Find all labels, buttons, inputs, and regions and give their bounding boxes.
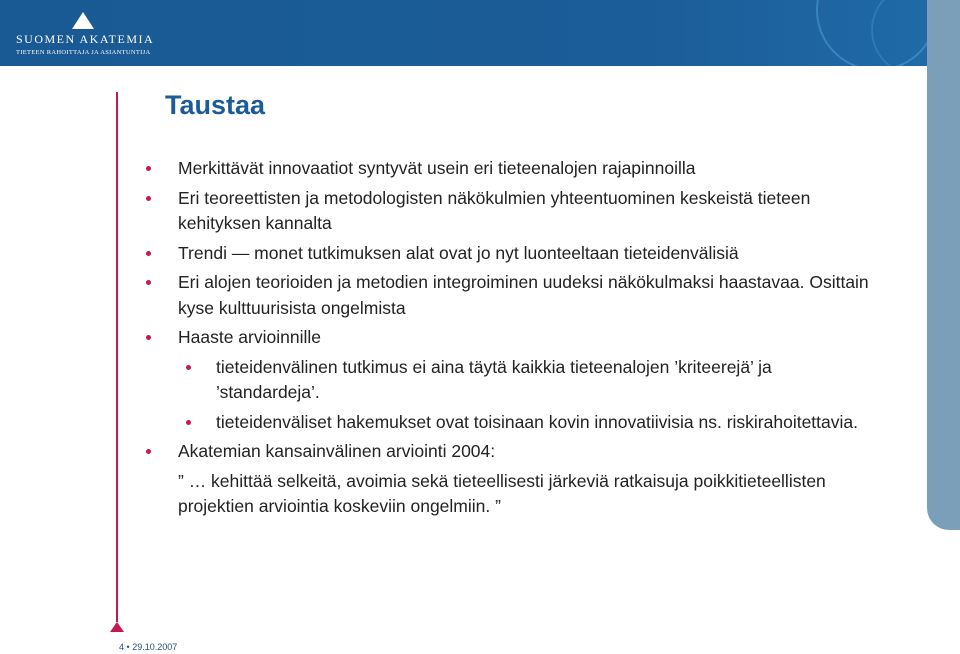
logo	[16, 12, 154, 56]
side-bar-decoration	[927, 0, 960, 530]
sub-bullet-item: tieteidenvälinen tutkimus ei aina täytä kaikkia tieteenalojen ’kriteerejä’ ja ’standardeja’.	[216, 355, 878, 406]
page-number: 4	[119, 642, 125, 652]
bullet-item: Eri alojen teorioiden ja metodien integroiminen uudeksi näkökulmaksi haastavaa. Osittain kyse kulttuurisista ongelmista	[178, 270, 878, 321]
quote-text: ” … kehittää selkeitä, avoimia sekä tieteellisesti järkeviä ratkaisuja poikkitieteellisten projektien arviointia koskeviin ongelmiin. ”	[178, 470, 826, 516]
footer-separator: •	[126, 642, 130, 652]
bullet-item: Haaste arvioinnille	[178, 325, 878, 351]
slide-content	[178, 156, 878, 520]
slide-footer	[119, 642, 177, 652]
header-banner	[0, 0, 927, 66]
org-tagline: TIETEEN RAHOITTAJA JA ASIANTUNTIJA	[16, 49, 151, 56]
logo-triangle-icon	[72, 12, 94, 29]
bullet-item: Akatemian kansainvälinen arviointi 2004:	[178, 439, 878, 465]
swirl-decoration	[727, 0, 927, 66]
slide-title: Taustaa	[165, 90, 266, 120]
sub-bullet-item: tieteidenväliset hakemukset ovat toisinaan kovin innovatiivisia ns. riskirahoitettavia.	[216, 410, 878, 436]
bullet-item: Merkittävät innovaatiot syntyvät usein eri tieteenalojen rajapinnoilla	[178, 156, 878, 182]
accent-triangle-icon	[110, 622, 124, 632]
bullet-item: Trendi — monet tutkimuksen alat ovat jo nyt luonteeltaan tieteidenvälisiä	[178, 241, 878, 267]
vertical-accent-line	[116, 92, 118, 622]
org-name: SUOMEN AKATEMIA	[16, 32, 155, 46]
bullet-item: Eri teoreettisten ja metodologisten näkökulmien yhteentuominen keskeistä tieteen kehityksen kannalta	[178, 186, 878, 237]
slide-date: 29.10.2007	[132, 642, 178, 652]
